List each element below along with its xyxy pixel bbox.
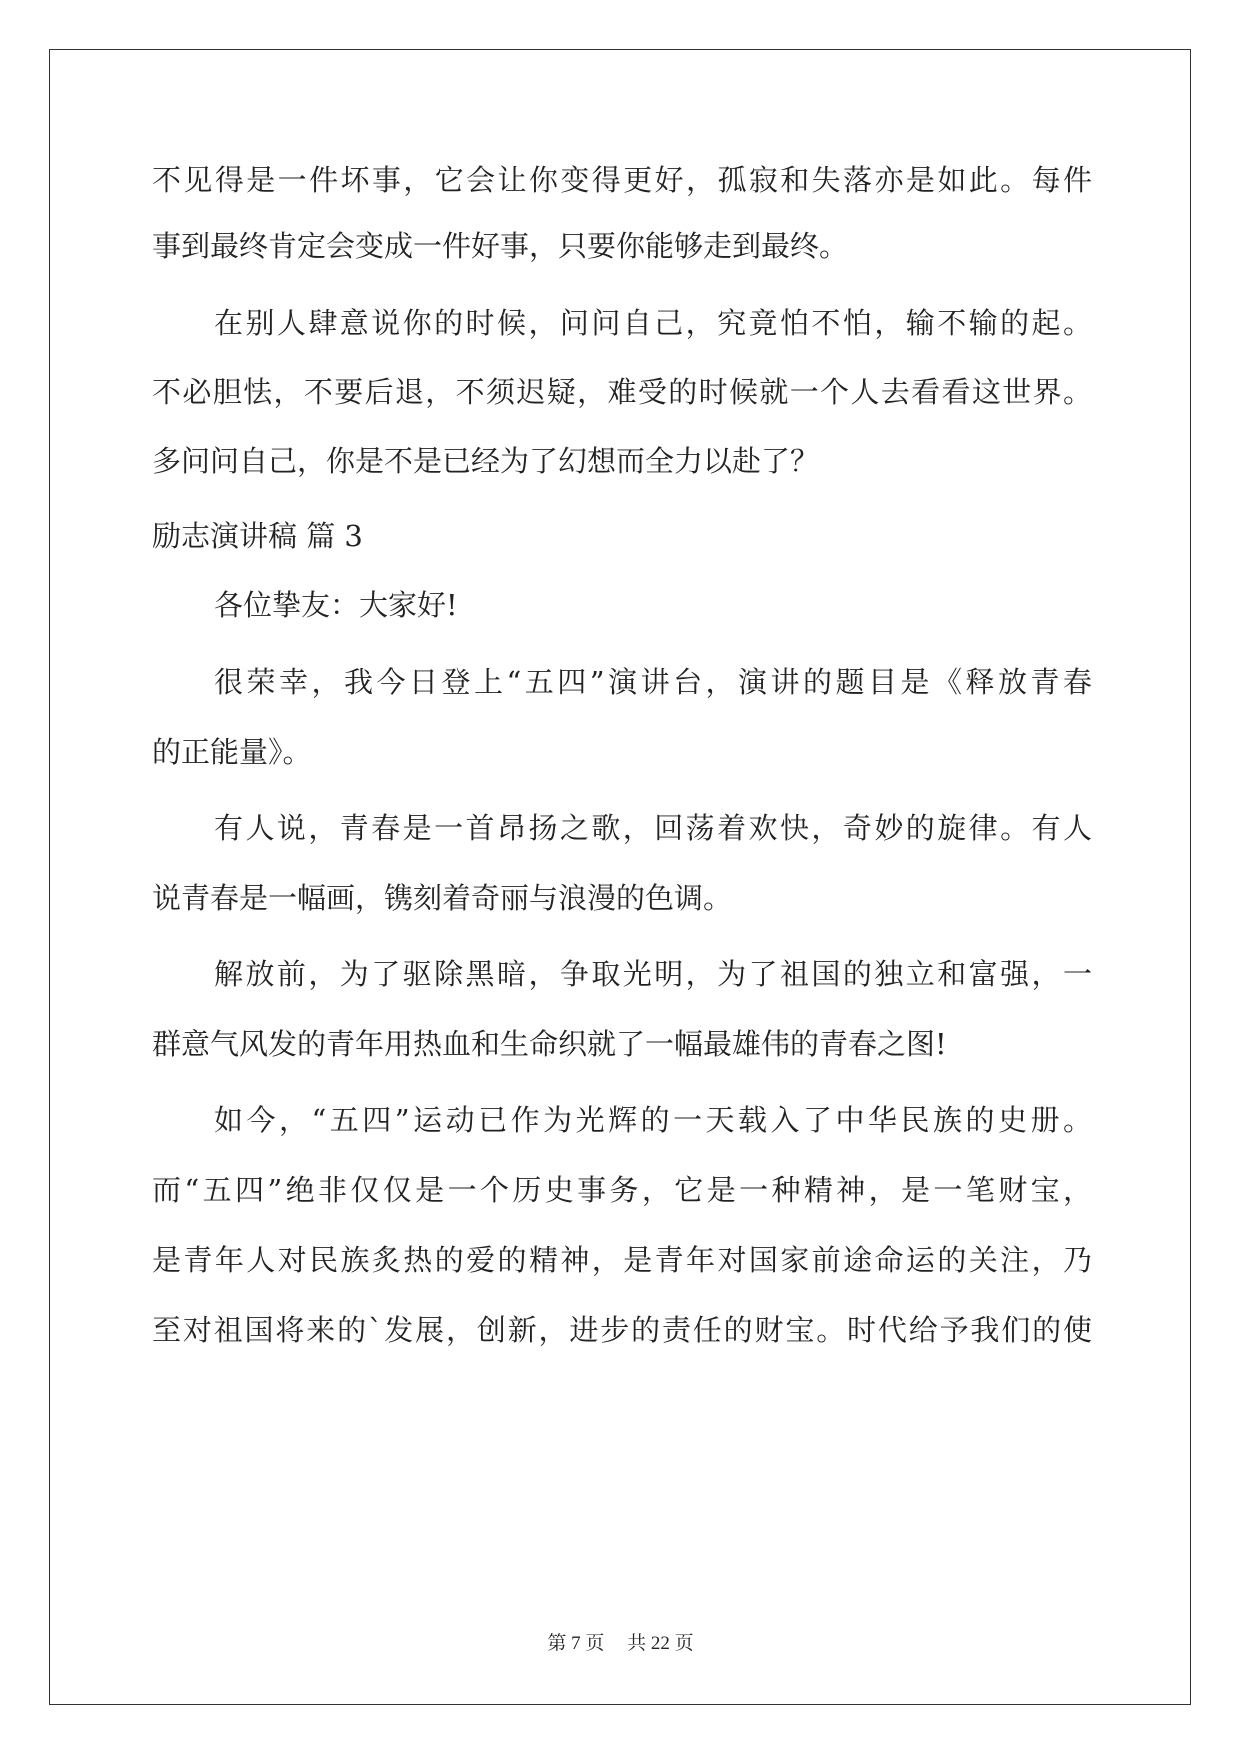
- paragraph-line: 说青春是一幅画，镌刻着奇丽与浪漫的色调。: [152, 881, 733, 915]
- paragraph-line: 的正能量》。: [152, 735, 312, 769]
- paragraph-line: 如今，“五四”运动已作为光辉的一天载入了中华民族的史册。: [214, 1103, 1092, 1137]
- paragraph-line: 很荣幸，我今日登上“五四”演讲台，演讲的题目是《释放青春: [214, 665, 1092, 699]
- page-total: 共 22 页: [627, 1633, 694, 1654]
- page-footer: [0, 1628, 1241, 1655]
- paragraph-line: 群意气风发的青年用热血和生命织就了一幅最雄伟的青春之图!: [152, 1027, 947, 1061]
- paragraph-line: 至对祖国将来的`发展，创新，进步的责任的财宝。时代给予我们的使: [152, 1313, 1092, 1347]
- page-number: 第 7 页: [547, 1633, 605, 1654]
- paragraph-line: 在别人肆意说你的时候，问问自己，究竟怕不怕，输不输的起。: [214, 306, 1092, 340]
- paragraph-line: 事到最终肯定会变成一件好事，只要你能够走到最终。: [152, 229, 849, 263]
- greeting-line: 各位挚友：大家好!: [214, 588, 458, 622]
- paragraph-line: 不必胆怯，不要后退，不须迟疑，难受的时候就一个人去看看这世界。: [152, 375, 1092, 409]
- paragraph-line: 而“五四”绝非仅仅是一个历史事务，它是一种精神，是一笔财宝，: [152, 1173, 1092, 1207]
- paragraph-line: 不见得是一件坏事，它会让你变得更好，孤寂和失落亦是如此。每件: [152, 163, 1092, 197]
- paragraph-line: 是青年人对民族炙热的爱的精神，是青年对国家前途命运的关注，乃: [152, 1243, 1092, 1277]
- section-heading: 励志演讲稿 篇 3: [152, 519, 363, 553]
- page-frame: [49, 49, 1191, 1705]
- paragraph-line: 解放前，为了驱除黑暗，争取光明，为了祖国的独立和富强，一: [214, 957, 1092, 991]
- paragraph-line: 多问问自己，你是不是已经为了幻想而全力以赴了？: [152, 444, 820, 478]
- paragraph-line: 有人说，青春是一首昂扬之歌，回荡着欢快，奇妙的旋律。有人: [214, 811, 1092, 845]
